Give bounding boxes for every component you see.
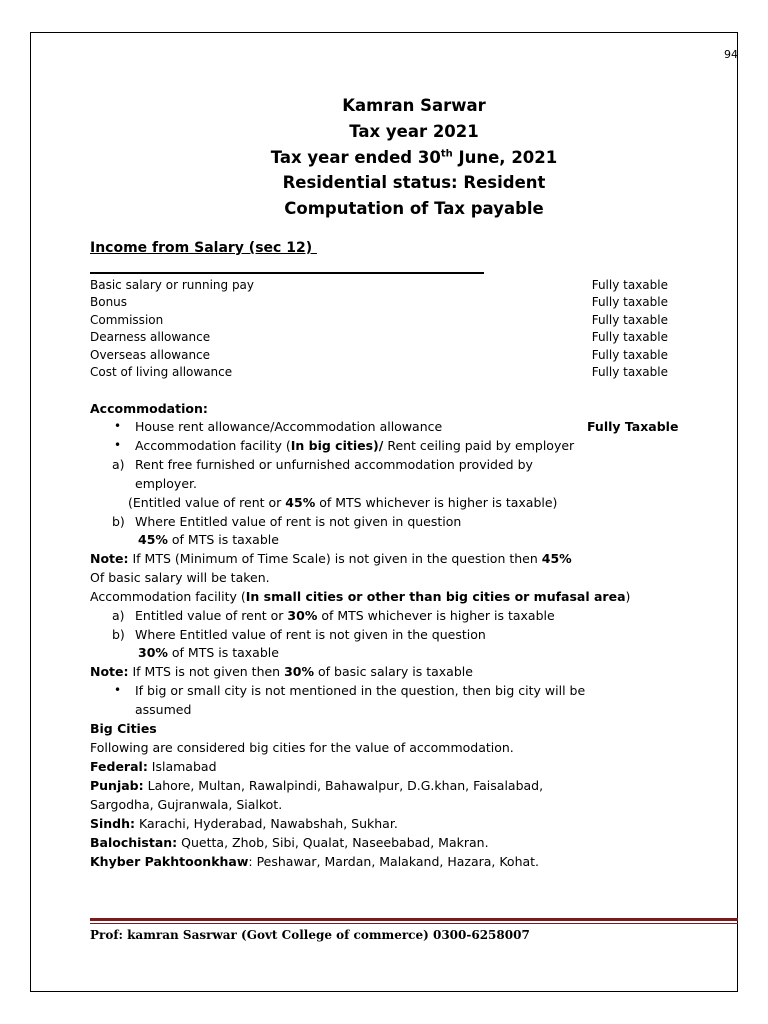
- small-item-b-line2: 30% of MTS is taxable: [138, 645, 279, 660]
- footer-rule-thin: [90, 923, 738, 924]
- salary-item-value: Fully taxable: [591, 295, 668, 310]
- item-b-line1: Where Entitled value of rent is not given in question: [135, 514, 462, 529]
- page-number: 94: [724, 48, 738, 61]
- bullet-icon: •: [114, 419, 122, 433]
- bullet-icon: •: [114, 683, 122, 697]
- salary-item-label: Cost of living allowance: [90, 365, 233, 379]
- cities-balochistan: Balochistan: Quetta, Zhob, Sibi, Qualat, Naseebabad, Makran.: [90, 835, 489, 850]
- small-item-b-label: b): [112, 627, 125, 642]
- cities-punjab: Punjab: Lahore, Multan, Rawalpindi, Bahawalpur, D.G.khan, Faisalabad,: [90, 778, 544, 793]
- salary-item-value: Fully taxable: [591, 365, 668, 379]
- hra-label: House rent allowance/Accommodation allowance: [135, 419, 443, 434]
- salary-item-label: Basic salary or running pay: [90, 278, 255, 292]
- salary-item-value: Fully taxable: [591, 312, 668, 327]
- cities-federal: Federal: Islamabad: [90, 759, 217, 774]
- salary-item-value: Fully taxable: [591, 330, 668, 345]
- salary-item-value: Fully taxable: [591, 347, 668, 362]
- small-item-a: Entitled value of rent or 30% of MTS whichever is higher is taxable: [135, 608, 555, 623]
- item-a-label: a): [112, 457, 125, 472]
- note-mts: Note: If MTS (Minimum of Time Scale) is not given in the question then 45%: [90, 551, 572, 566]
- assume-line2: assumed: [135, 702, 192, 717]
- heading-computation: Computation of Tax payable: [284, 199, 544, 218]
- footer-author: Prof: kamran Sasrwar (Govt College of commerce) 0300-6258007: [90, 928, 530, 942]
- note-small-cities: Note: If MTS is not given then 30% of basic salary is taxable: [90, 664, 473, 679]
- salary-item-label: Bonus: [90, 295, 128, 310]
- facility-small-cities: Accommodation facility (In small cities or other than big cities or mufasal area): [90, 589, 631, 604]
- heading-name: Kamran Sarwar: [342, 96, 486, 115]
- big-cities-intro: Following are considered big cities for the value of accommodation.: [90, 740, 514, 755]
- bullet-icon: •: [114, 438, 122, 452]
- heading-tax-year: Tax year 2021: [349, 122, 479, 141]
- big-cities-title: Big Cities: [90, 721, 157, 736]
- section-rule: [90, 272, 484, 274]
- item-a-line2: employer.: [135, 476, 197, 491]
- heading-year-ended: Tax year ended 30th June, 2021: [270, 148, 558, 167]
- salary-item-label: Overseas allowance: [90, 347, 211, 362]
- cities-punjab-line2: Sargodha, Gujranwala, Sialkot.: [90, 797, 283, 812]
- salary-item-value: Fully taxable: [591, 278, 668, 292]
- note-mts-line2: Of basic salary will be taken.: [90, 570, 270, 585]
- salary-item-label: Dearness allowance: [90, 330, 211, 345]
- cities-sindh: Sindh: Karachi, Hyderabad, Nawabshah, Sukhar.: [90, 816, 398, 831]
- salary-item-label: Commission: [90, 312, 164, 327]
- item-a-line1: Rent free furnished or unfurnished accommodation provided by: [135, 457, 533, 472]
- entitled-rent-rule: (Entitled value of rent or 45% of MTS whichever is higher is taxable): [128, 495, 558, 510]
- small-item-a-label: a): [112, 608, 125, 623]
- small-item-b-line1: Where Entitled value of rent is not given in the question: [135, 627, 486, 642]
- item-b-label: b): [112, 514, 125, 529]
- assume-line1: If big or small city is not mentioned in the question, then big city will be: [135, 683, 586, 698]
- heading-residential-status: Residential status: Resident: [282, 173, 546, 192]
- cities-kp: Khyber Pakhtoonkhaw: Peshawar, Mardan, Malakand, Hazara, Kohat.: [90, 854, 540, 869]
- facility-big-cities: Accommodation facility (In big cities)/ Rent ceiling paid by employer: [135, 438, 575, 453]
- section-title-salary: Income from Salary (sec 12): [90, 240, 317, 256]
- hra-value: Fully Taxable: [587, 419, 679, 434]
- accommodation-title: Accommodation:: [90, 401, 208, 416]
- item-b-line2: 45% of MTS is taxable: [138, 532, 279, 547]
- footer-rule: [90, 918, 738, 921]
